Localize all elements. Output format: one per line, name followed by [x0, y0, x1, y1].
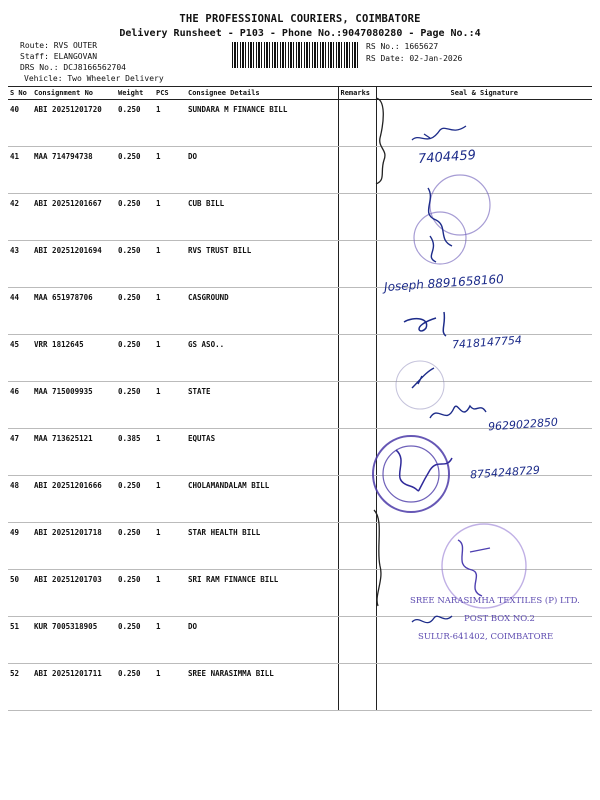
col-pcs: PCS — [154, 87, 186, 100]
rs-date: RS Date: 02-Jan-2026 — [366, 54, 463, 63]
handwritten-phone: 7418147754 — [451, 333, 523, 352]
table-row — [8, 100, 592, 147]
cell-consignee: SREE NARASIMMA BILL — [186, 664, 338, 711]
cell-remarks — [338, 194, 376, 241]
cell-remarks — [338, 241, 376, 288]
cell-pcs: 1 — [154, 523, 186, 570]
cell-remarks — [338, 100, 376, 147]
cell-sno: 49 — [8, 523, 32, 570]
handwritten-name-phone: Joseph 8891658160 — [383, 271, 505, 295]
cell-signature — [376, 288, 592, 335]
cell-pcs: 1 — [154, 429, 186, 476]
cell-pcs: 1 — [154, 382, 186, 429]
cell-pcs: 1 — [154, 100, 186, 147]
cell-pcs: 1 — [154, 194, 186, 241]
cell-weight: 0.250 — [116, 100, 154, 147]
cell-pcs: 1 — [154, 617, 186, 664]
cell-sno: 41 — [8, 147, 32, 194]
cell-signature — [376, 100, 592, 147]
stamp-line-postbox: POST BOX NO.2 — [464, 614, 535, 624]
cell-sno: 52 — [8, 664, 32, 711]
cell-signature — [376, 382, 592, 429]
cell-weight: 0.250 — [116, 523, 154, 570]
drs-label: DRS No.: DCJ8166562704 — [20, 63, 126, 72]
cell-sno: 46 — [8, 382, 32, 429]
cell-consignment: ABI 20251201667 — [32, 194, 116, 241]
cell-sno: 51 — [8, 617, 32, 664]
table-row — [8, 476, 592, 523]
cell-remarks — [338, 288, 376, 335]
cell-weight: 0.250 — [116, 382, 154, 429]
barcode — [232, 42, 358, 68]
table-header-row — [8, 87, 592, 100]
cell-pcs: 1 — [154, 147, 186, 194]
cell-consignment: ABI 20251201720 — [32, 100, 116, 147]
cell-consignee: CASGROUND — [186, 288, 338, 335]
runsheet-title: Delivery Runsheet - P103 - Phone No.:9047080280 - Page No.:4 — [119, 28, 481, 39]
cell-consignment: MAA 651978706 — [32, 288, 116, 335]
cell-signature — [376, 147, 592, 194]
cell-sno: 44 — [8, 288, 32, 335]
col-consignment: Consignment No — [32, 87, 116, 100]
table-row — [8, 288, 592, 335]
table-row — [8, 194, 592, 241]
col-consignee: Consignee Details — [186, 87, 338, 100]
cell-remarks — [338, 476, 376, 523]
cell-remarks — [338, 429, 376, 476]
cell-consignment: MAA 715009935 — [32, 382, 116, 429]
cell-consignee: GS ASO.. — [186, 335, 338, 382]
cell-consignment: ABI 20251201711 — [32, 664, 116, 711]
cell-signature — [376, 570, 592, 617]
cell-remarks — [338, 617, 376, 664]
handwritten-phone: 7404459 — [417, 147, 477, 168]
cell-sno: 45 — [8, 335, 32, 382]
cell-sno: 50 — [8, 570, 32, 617]
cell-pcs: 1 — [154, 288, 186, 335]
cell-consignee: CHOLAMANDALAM BILL — [186, 476, 338, 523]
cell-weight: 0.250 — [116, 570, 154, 617]
cell-consignee: CUB BILL — [186, 194, 338, 241]
vehicle-label: Vehicle: Two Wheeler Delivery — [24, 74, 164, 83]
table-row — [8, 570, 592, 617]
handwritten-phone: 9629022850 — [487, 415, 559, 434]
cell-consignment: KUR 7005318905 — [32, 617, 116, 664]
cell-consignment: MAA 714794738 — [32, 147, 116, 194]
cell-pcs: 1 — [154, 664, 186, 711]
cell-remarks — [338, 147, 376, 194]
col-weight: Weight — [116, 87, 154, 100]
cell-consignment: ABI 20251201718 — [32, 523, 116, 570]
cell-consignee: SUNDARA M FINANCE BILL — [186, 100, 338, 147]
cell-consignment: MAA 713625121 — [32, 429, 116, 476]
cell-weight: 0.385 — [116, 429, 154, 476]
cell-consignee: RVS TRUST BILL — [186, 241, 338, 288]
cell-signature — [376, 194, 592, 241]
col-sno: S No — [8, 87, 32, 100]
cell-consignee: STATE — [186, 382, 338, 429]
cell-pcs: 1 — [154, 241, 186, 288]
table-row — [8, 523, 592, 570]
cell-remarks — [338, 335, 376, 382]
cell-consignment: VRR 1812645 — [32, 335, 116, 382]
table-row — [8, 664, 592, 711]
cell-consignment: ABI 20251201694 — [32, 241, 116, 288]
col-remarks: Remarks — [338, 87, 376, 100]
cell-weight: 0.250 — [116, 147, 154, 194]
cell-weight: 0.250 — [116, 241, 154, 288]
cell-remarks — [338, 523, 376, 570]
cell-consignee: STAR HEALTH BILL — [186, 523, 338, 570]
cell-remarks — [338, 664, 376, 711]
cell-sno: 47 — [8, 429, 32, 476]
cell-consignee: EQUTAS — [186, 429, 338, 476]
cell-consignment: ABI 20251201666 — [32, 476, 116, 523]
cell-remarks — [338, 570, 376, 617]
cell-consignee: DO — [186, 147, 338, 194]
cell-sno: 40 — [8, 100, 32, 147]
cell-weight: 0.250 — [116, 194, 154, 241]
cell-weight: 0.250 — [116, 335, 154, 382]
cell-pcs: 1 — [154, 335, 186, 382]
cell-sno: 48 — [8, 476, 32, 523]
cell-sno: 43 — [8, 241, 32, 288]
col-seal-signature: Seal & Signature — [376, 87, 592, 100]
staff-label: Staff: ELANGOVAN — [20, 52, 98, 61]
handwritten-phone: 8754248729 — [469, 463, 541, 482]
company-title: THE PROFESSIONAL COURIERS, COIMBATORE — [179, 13, 421, 25]
cell-weight: 0.250 — [116, 288, 154, 335]
cell-consignee: DO — [186, 617, 338, 664]
cell-signature — [376, 664, 592, 711]
cell-signature — [376, 476, 592, 523]
cell-pcs: 1 — [154, 570, 186, 617]
cell-pcs: 1 — [154, 476, 186, 523]
cell-signature — [376, 523, 592, 570]
stamp-line-company: SREE NARASIMHA TEXTILES (P) LTD. — [410, 596, 580, 606]
route-label: Route: RVS OUTER — [20, 41, 98, 50]
cell-sno: 42 — [8, 194, 32, 241]
table-row — [8, 147, 592, 194]
cell-consignee: SRI RAM FINANCE BILL — [186, 570, 338, 617]
cell-weight: 0.250 — [116, 476, 154, 523]
table-row — [8, 241, 592, 288]
rs-number: RS No.: 1665627 — [366, 42, 439, 51]
cell-weight: 0.250 — [116, 664, 154, 711]
cell-weight: 0.250 — [116, 617, 154, 664]
cell-remarks — [338, 382, 376, 429]
cell-consignment: ABI 20251201703 — [32, 570, 116, 617]
stamp-line-address: SULUR-641402, COIMBATORE — [418, 632, 554, 642]
